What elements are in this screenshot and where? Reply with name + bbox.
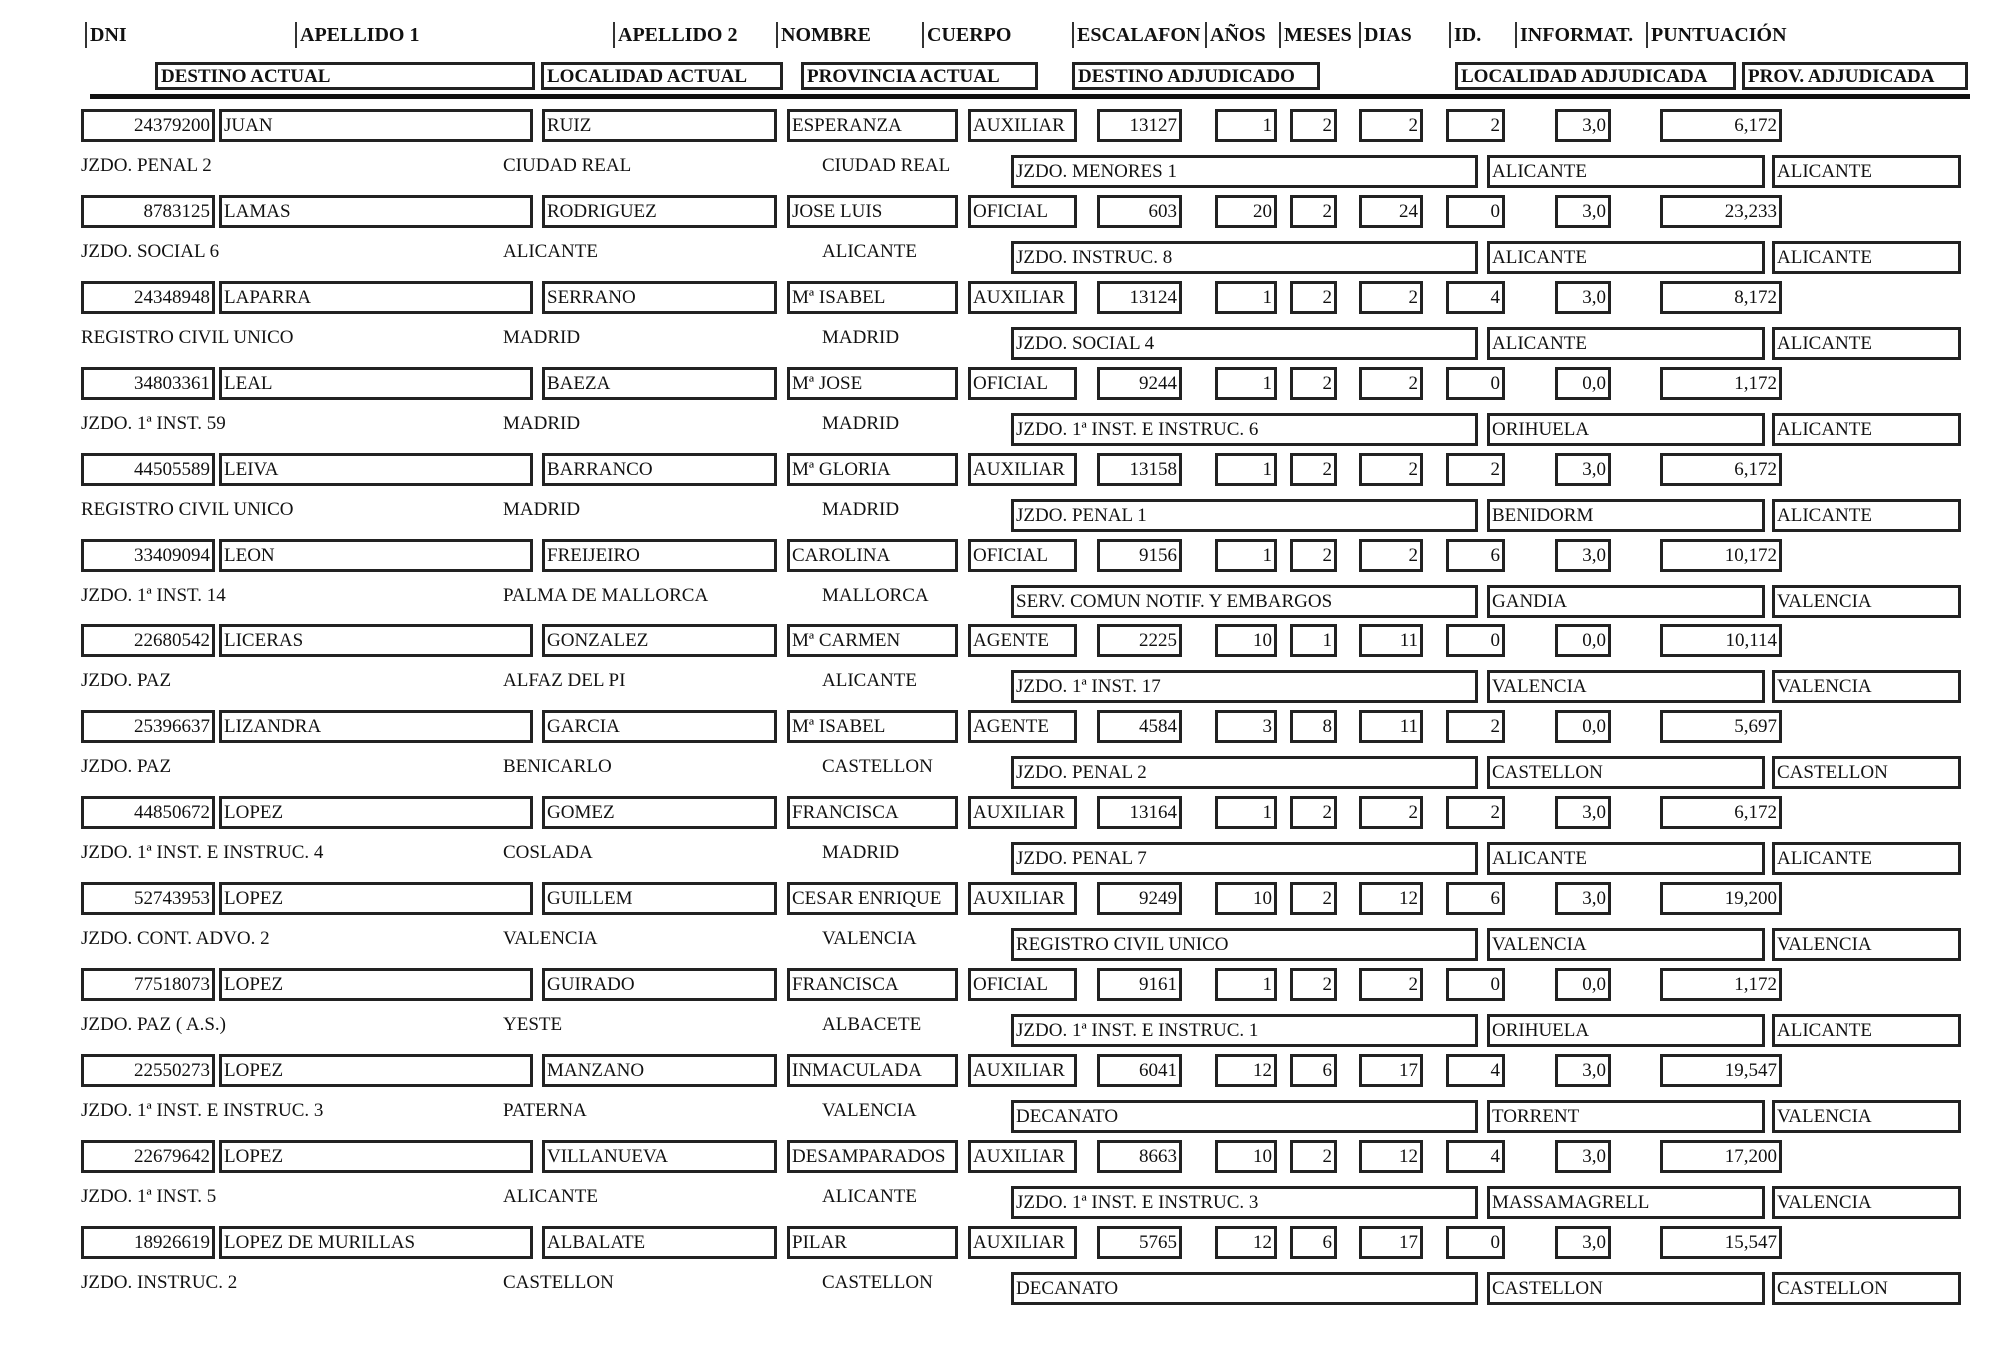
field-localidad-adj: VALENCIA: [1487, 928, 1765, 961]
field-escalafon: 9161: [1097, 968, 1182, 1001]
header-informat: INFORMAT.: [1515, 22, 1645, 48]
field-provincia: ALICANTE: [822, 240, 917, 262]
field-localidad-adj: TORRENT: [1487, 1100, 1765, 1133]
field-meses: 2: [1290, 882, 1337, 915]
field-dias: 17: [1359, 1226, 1423, 1259]
field-prov-adj: ALICANTE: [1772, 1014, 1961, 1047]
field-apellido1: LEIVA: [219, 453, 533, 486]
field-id: 2: [1446, 453, 1505, 486]
field-escalafon: 13124: [1097, 281, 1182, 314]
field-nombre: Mª CARMEN: [787, 624, 958, 657]
field-destino: JZDO. 1ª INST. 59: [81, 412, 226, 434]
field-meses: 2: [1290, 796, 1337, 829]
field-localidad-adj: ORIHUELA: [1487, 1014, 1765, 1047]
field-id: 0: [1446, 968, 1505, 1001]
field-localidad-adj: GANDIA: [1487, 585, 1765, 618]
field-apellido2: RUIZ: [542, 109, 777, 142]
field-destino: JZDO. 1ª INST. E INSTRUC. 3: [81, 1099, 324, 1121]
field-localidad: PATERNA: [503, 1099, 587, 1121]
field-anos: 10: [1215, 882, 1277, 915]
header-apellido2: APELLIDO 2: [613, 22, 768, 48]
field-anos: 10: [1215, 1140, 1277, 1173]
field-apellido1: LOPEZ: [219, 1054, 533, 1087]
field-destino-adj: DECANATO: [1011, 1100, 1478, 1133]
field-escalafon: 5765: [1097, 1226, 1182, 1259]
field-apellido1: LOPEZ: [219, 968, 533, 1001]
field-destino: JZDO. PAZ ( A.S.): [81, 1014, 226, 1035]
field-informat: 0,0: [1555, 624, 1611, 657]
field-id: 4: [1446, 1054, 1505, 1087]
field-provincia: ALBACETE: [822, 1014, 922, 1035]
field-dni: 18926619: [81, 1226, 215, 1259]
field-apellido2: GARCIA: [542, 710, 777, 743]
field-localidad: MADRID: [503, 326, 581, 348]
field-apellido1: LICERAS: [219, 624, 533, 657]
field-destino-adj: JZDO. MENORES 1: [1011, 155, 1478, 188]
field-meses: 2: [1290, 453, 1337, 486]
field-prov-adj: ALICANTE: [1772, 155, 1961, 188]
field-informat: 0,0: [1555, 968, 1611, 1001]
field-dias: 2: [1359, 968, 1423, 1001]
field-destino-adj: JZDO. INSTRUC. 8: [1011, 241, 1478, 274]
field-escalafon: 6041: [1097, 1054, 1182, 1087]
field-apellido1: LIZANDRA: [219, 710, 533, 743]
field-localidad: YESTE: [503, 1014, 563, 1035]
header-cuerpo: CUERPO: [922, 22, 1067, 48]
field-puntuacion: 6,172: [1660, 453, 1782, 486]
field-destino-adj: JZDO. PENAL 2: [1011, 756, 1478, 789]
field-anos: 12: [1215, 1226, 1277, 1259]
field-anos: 1: [1215, 367, 1277, 400]
field-cuerpo: AGENTE: [968, 624, 1077, 657]
field-apellido2: ALBALATE: [542, 1226, 777, 1259]
field-apellido1: LEON: [219, 539, 533, 572]
field-destino-adj: JZDO. 1ª INST. E INSTRUC. 1: [1011, 1014, 1478, 1047]
field-localidad: CASTELLON: [503, 1271, 614, 1293]
field-cuerpo: AUXILIAR: [968, 281, 1077, 314]
field-cuerpo: AUXILIAR: [968, 109, 1077, 142]
field-dni: 44850672: [81, 796, 215, 829]
field-id: 4: [1446, 1140, 1505, 1173]
field-apellido2: BARRANCO: [542, 453, 777, 486]
field-destino: REGISTRO CIVIL UNICO: [81, 326, 294, 348]
field-informat: 3,0: [1555, 539, 1611, 572]
field-escalafon: 13158: [1097, 453, 1182, 486]
field-destino: JZDO. 1ª INST. 5: [81, 1185, 217, 1207]
field-destino: JZDO. INSTRUC. 2: [81, 1271, 238, 1293]
field-cuerpo: AUXILIAR: [968, 1140, 1077, 1173]
field-provincia: CIUDAD REAL: [822, 155, 951, 176]
field-puntuacion: 19,547: [1660, 1054, 1782, 1087]
field-provincia: ALICANTE: [822, 1185, 917, 1207]
field-localidad-adj: BENIDORM: [1487, 499, 1765, 532]
header-dni: DNI: [85, 22, 270, 48]
field-localidad: VALENCIA: [503, 928, 598, 950]
field-escalafon: 2225: [1097, 624, 1182, 657]
field-anos: 12: [1215, 1054, 1277, 1087]
field-dias: 17: [1359, 1054, 1423, 1087]
field-nombre: PILAR: [787, 1226, 958, 1259]
field-puntuacion: 10,114: [1660, 624, 1782, 657]
field-provincia: MALLORCA: [822, 584, 929, 606]
field-meses: 6: [1290, 1054, 1337, 1087]
field-nombre: Mª GLORIA: [787, 453, 958, 486]
header-apellido1: APELLIDO 1: [295, 22, 550, 48]
field-apellido1: LOPEZ: [219, 796, 533, 829]
field-provincia: MADRID: [822, 498, 900, 520]
field-cuerpo: OFICIAL: [968, 968, 1077, 1001]
field-cuerpo: OFICIAL: [968, 195, 1077, 228]
field-meses: 8: [1290, 710, 1337, 743]
field-prov-adj: VALENCIA: [1772, 1100, 1961, 1133]
field-dni: 44505589: [81, 453, 215, 486]
field-destino-adj: DECANATO: [1011, 1272, 1478, 1305]
field-destino: JZDO. 1ª INST. E INSTRUC. 4: [81, 842, 324, 864]
header-localidad-adjudicada: LOCALIDAD ADJUDICADA: [1455, 62, 1736, 90]
field-provincia: MADRID: [822, 326, 900, 348]
field-apellido1: LAMAS: [219, 195, 533, 228]
field-localidad: MADRID: [503, 412, 581, 434]
field-apellido2: GONZALEZ: [542, 624, 777, 657]
field-localidad: MADRID: [503, 498, 581, 520]
field-puntuacion: 1,172: [1660, 968, 1782, 1001]
field-prov-adj: CASTELLON: [1772, 1272, 1961, 1305]
field-id: 0: [1446, 367, 1505, 400]
field-dias: 12: [1359, 1140, 1423, 1173]
field-localidad: BENICARLO: [503, 756, 612, 778]
header-anos: AÑOS: [1205, 22, 1280, 48]
field-destino: JZDO. PAZ: [81, 756, 172, 778]
header-nombre: NOMBRE: [776, 22, 921, 48]
field-informat: 0,0: [1555, 367, 1611, 400]
field-apellido1: LOPEZ DE MURILLAS: [219, 1226, 533, 1259]
field-cuerpo: AUXILIAR: [968, 453, 1077, 486]
field-apellido2: BAEZA: [542, 367, 777, 400]
header-divider: [90, 94, 1970, 99]
field-apellido1: LOPEZ: [219, 882, 533, 915]
field-destino: JZDO. CONT. ADVO. 2: [81, 928, 270, 950]
field-escalafon: 8663: [1097, 1140, 1182, 1173]
field-provincia: ALICANTE: [822, 670, 917, 692]
field-localidad: PALMA DE MALLORCA: [503, 584, 709, 606]
field-cuerpo: AUXILIAR: [968, 1226, 1077, 1259]
field-dias: 11: [1359, 624, 1423, 657]
field-apellido2: GOMEZ: [542, 796, 777, 829]
field-nombre: ESPERANZA: [787, 109, 958, 142]
field-anos: 1: [1215, 796, 1277, 829]
field-puntuacion: 10,172: [1660, 539, 1782, 572]
field-escalafon: 9156: [1097, 539, 1182, 572]
field-destino-adj: SERV. COMUN NOTIF. Y EMBARGOS: [1011, 585, 1478, 618]
field-meses: 2: [1290, 195, 1337, 228]
field-apellido2: GUILLEM: [542, 882, 777, 915]
field-localidad: CIUDAD REAL: [503, 155, 632, 176]
field-localidad-adj: CASTELLON: [1487, 756, 1765, 789]
field-puntuacion: 23,233: [1660, 195, 1782, 228]
field-puntuacion: 6,172: [1660, 796, 1782, 829]
field-nombre: FRANCISCA: [787, 968, 958, 1001]
field-puntuacion: 15,547: [1660, 1226, 1782, 1259]
field-prov-adj: VALENCIA: [1772, 670, 1961, 703]
field-localidad-adj: VALENCIA: [1487, 670, 1765, 703]
field-meses: 2: [1290, 539, 1337, 572]
field-informat: 3,0: [1555, 882, 1611, 915]
field-dias: 12: [1359, 882, 1423, 915]
field-destino: JZDO. PENAL 2: [81, 155, 212, 176]
field-prov-adj: VALENCIA: [1772, 585, 1961, 618]
field-destino: JZDO. 1ª INST. 14: [81, 584, 226, 606]
field-dias: 2: [1359, 281, 1423, 314]
field-anos: 1: [1215, 453, 1277, 486]
field-localidad: COSLADA: [503, 842, 593, 864]
header-dias: DIAS: [1359, 22, 1434, 48]
field-prov-adj: CASTELLON: [1772, 756, 1961, 789]
field-nombre: INMACULADA: [787, 1054, 958, 1087]
field-apellido2: MANZANO: [542, 1054, 777, 1087]
field-meses: 6: [1290, 1226, 1337, 1259]
field-meses: 2: [1290, 109, 1337, 142]
field-cuerpo: OFICIAL: [968, 539, 1077, 572]
field-escalafon: 13164: [1097, 796, 1182, 829]
field-prov-adj: VALENCIA: [1772, 928, 1961, 961]
field-apellido2: GUIRADO: [542, 968, 777, 1001]
field-meses: 2: [1290, 968, 1337, 1001]
field-apellido2: VILLANUEVA: [542, 1140, 777, 1173]
field-puntuacion: 6,172: [1660, 109, 1782, 142]
field-informat: 3,0: [1555, 195, 1611, 228]
field-escalafon: 9244: [1097, 367, 1182, 400]
field-nombre: CAROLINA: [787, 539, 958, 572]
field-localidad-adj: ALICANTE: [1487, 842, 1765, 875]
field-informat: 3,0: [1555, 1054, 1611, 1087]
field-apellido2: SERRANO: [542, 281, 777, 314]
field-id: 2: [1446, 796, 1505, 829]
field-anos: 20: [1215, 195, 1277, 228]
field-dni: 34803361: [81, 367, 215, 400]
field-puntuacion: 8,172: [1660, 281, 1782, 314]
field-nombre: Mª ISABEL: [787, 281, 958, 314]
header-provincia-actual: PROVINCIA ACTUAL: [801, 62, 1038, 90]
field-informat: 3,0: [1555, 1140, 1611, 1173]
field-localidad-adj: ALICANTE: [1487, 241, 1765, 274]
field-provincia: VALENCIA: [822, 928, 917, 950]
header-destino-adjudicado: DESTINO ADJUDICADO: [1072, 62, 1320, 90]
field-informat: 3,0: [1555, 109, 1611, 142]
field-dias: 2: [1359, 539, 1423, 572]
field-dni: 22550273: [81, 1054, 215, 1087]
field-prov-adj: ALICANTE: [1772, 413, 1961, 446]
field-anos: 1: [1215, 109, 1277, 142]
field-destino: REGISTRO CIVIL UNICO: [81, 498, 294, 520]
field-puntuacion: 19,200: [1660, 882, 1782, 915]
field-localidad-adj: ALICANTE: [1487, 327, 1765, 360]
field-dias: 11: [1359, 710, 1423, 743]
field-nombre: FRANCISCA: [787, 796, 958, 829]
field-localidad-adj: CASTELLON: [1487, 1272, 1765, 1305]
field-destino-adj: JZDO. PENAL 7: [1011, 842, 1478, 875]
field-apellido1: LAPARRA: [219, 281, 533, 314]
field-meses: 2: [1290, 367, 1337, 400]
field-anos: 1: [1215, 539, 1277, 572]
field-prov-adj: ALICANTE: [1772, 499, 1961, 532]
field-id: 4: [1446, 281, 1505, 314]
field-informat: 3,0: [1555, 1226, 1611, 1259]
field-prov-adj: ALICANTE: [1772, 842, 1961, 875]
field-dni: 77518073: [81, 968, 215, 1001]
header-meses: MESES: [1279, 22, 1359, 48]
field-provincia: VALENCIA: [822, 1099, 917, 1121]
field-meses: 2: [1290, 281, 1337, 314]
field-destino-adj: JZDO. 1ª INST. E INSTRUC. 6: [1011, 413, 1478, 446]
field-prov-adj: ALICANTE: [1772, 327, 1961, 360]
field-apellido1: LOPEZ: [219, 1140, 533, 1173]
field-anos: 1: [1215, 968, 1277, 1001]
field-cuerpo: AUXILIAR: [968, 1054, 1077, 1087]
field-localidad: ALICANTE: [503, 1185, 598, 1207]
field-informat: 3,0: [1555, 453, 1611, 486]
field-informat: 0,0: [1555, 710, 1611, 743]
field-informat: 3,0: [1555, 281, 1611, 314]
field-destino-adj: JZDO. SOCIAL 4: [1011, 327, 1478, 360]
field-localidad-adj: ORIHUELA: [1487, 413, 1765, 446]
field-puntuacion: 1,172: [1660, 367, 1782, 400]
field-nombre: DESAMPARADOS: [787, 1140, 958, 1173]
field-provincia: CASTELLON: [822, 756, 933, 778]
field-anos: 1: [1215, 281, 1277, 314]
field-cuerpo: AUXILIAR: [968, 796, 1077, 829]
field-id: 0: [1446, 1226, 1505, 1259]
field-apellido2: RODRIGUEZ: [542, 195, 777, 228]
field-nombre: Mª ISABEL: [787, 710, 958, 743]
field-apellido2: FREIJEIRO: [542, 539, 777, 572]
field-dni: 24348948: [81, 281, 215, 314]
field-apellido1: LEAL: [219, 367, 533, 400]
field-id: 2: [1446, 109, 1505, 142]
header-puntuacion: PUNTUACIÓN: [1646, 22, 1801, 48]
field-dni: 33409094: [81, 539, 215, 572]
field-cuerpo: AUXILIAR: [968, 882, 1077, 915]
field-id: 6: [1446, 539, 1505, 572]
field-apellido1: JUAN: [219, 109, 533, 142]
field-destino: JZDO. SOCIAL 6: [81, 240, 220, 262]
field-escalafon: 13127: [1097, 109, 1182, 142]
header-prov-adjudicada: PROV. ADJUDICADA: [1742, 62, 1968, 90]
field-nombre: JOSE LUIS: [787, 195, 958, 228]
field-localidad: ALICANTE: [503, 240, 598, 262]
field-cuerpo: AGENTE: [968, 710, 1077, 743]
field-localidad: ALFAZ DEL PI: [503, 670, 626, 692]
field-dni: 52743953: [81, 882, 215, 915]
field-prov-adj: VALENCIA: [1772, 1186, 1961, 1219]
field-nombre: CESAR ENRIQUE: [787, 882, 958, 915]
field-id: 0: [1446, 624, 1505, 657]
field-escalafon: 9249: [1097, 882, 1182, 915]
field-dias: 2: [1359, 453, 1423, 486]
field-escalafon: 4584: [1097, 710, 1182, 743]
field-dias: 2: [1359, 367, 1423, 400]
field-nombre: Mª JOSE: [787, 367, 958, 400]
field-cuerpo: OFICIAL: [968, 367, 1077, 400]
field-dias: 2: [1359, 796, 1423, 829]
field-meses: 2: [1290, 1140, 1337, 1173]
field-id: 2: [1446, 710, 1505, 743]
field-destino-adj: JZDO. 1ª INST. 17: [1011, 670, 1478, 703]
field-dni: 22680542: [81, 624, 215, 657]
field-puntuacion: 5,697: [1660, 710, 1782, 743]
field-dias: 24: [1359, 195, 1423, 228]
field-id: 6: [1446, 882, 1505, 915]
field-dni: 24379200: [81, 109, 215, 142]
field-id: 0: [1446, 195, 1505, 228]
field-destino-adj: JZDO. 1ª INST. E INSTRUC. 3: [1011, 1186, 1478, 1219]
field-meses: 1: [1290, 624, 1337, 657]
header-id: ID.: [1449, 22, 1514, 48]
field-dni: 25396637: [81, 710, 215, 743]
header-localidad-actual: LOCALIDAD ACTUAL: [541, 62, 783, 90]
field-dias: 2: [1359, 109, 1423, 142]
field-destino-adj: JZDO. PENAL 1: [1011, 499, 1478, 532]
field-destino: JZDO. PAZ: [81, 670, 172, 692]
field-anos: 10: [1215, 624, 1277, 657]
field-localidad-adj: ALICANTE: [1487, 155, 1765, 188]
field-puntuacion: 17,200: [1660, 1140, 1782, 1173]
field-dni: 22679642: [81, 1140, 215, 1173]
header-destino-actual: DESTINO ACTUAL: [155, 62, 535, 90]
field-localidad-adj: MASSAMAGRELL: [1487, 1186, 1765, 1219]
field-provincia: MADRID: [822, 842, 900, 864]
field-dni: 8783125: [81, 195, 215, 228]
field-provincia: CASTELLON: [822, 1271, 933, 1293]
field-escalafon: 603: [1097, 195, 1182, 228]
field-provincia: MADRID: [822, 412, 900, 434]
field-anos: 3: [1215, 710, 1277, 743]
field-prov-adj: ALICANTE: [1772, 241, 1961, 274]
header-escalafon: ESCALAFON: [1072, 22, 1202, 48]
field-informat: 3,0: [1555, 796, 1611, 829]
field-destino-adj: REGISTRO CIVIL UNICO: [1011, 928, 1478, 961]
